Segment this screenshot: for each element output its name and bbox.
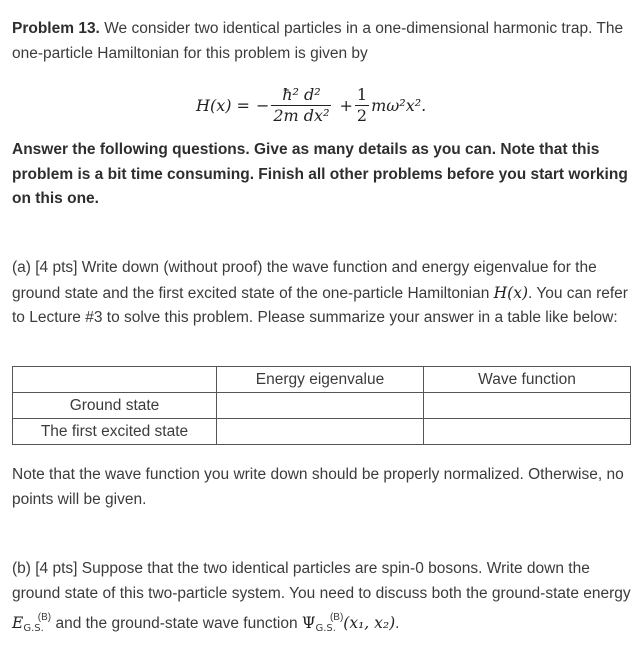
table-cell-empty bbox=[424, 393, 631, 419]
part-b-end: . bbox=[395, 615, 400, 632]
part-b-text-2: and the ground-state wave function bbox=[51, 615, 302, 632]
part-a-text: (a) [4 pts] Write down (without proof) the wave function and energy eigenvalue for the ground state and the first excited state of the one-particle Hamiltonian bbox=[12, 259, 597, 302]
table-cell-empty bbox=[217, 393, 424, 419]
hamiltonian-equation bbox=[196, 80, 426, 130]
psi-subscript: G.S. bbox=[315, 623, 336, 634]
kinetic-numerator: ħ² d² bbox=[282, 84, 321, 104]
table-row bbox=[13, 419, 631, 445]
problem-intro-text: We consider two identical particles in a one-dimensional harmonic trap. The one-particle Hamiltonian for this problem is given by bbox=[12, 20, 624, 62]
answer-table bbox=[12, 366, 631, 445]
psi-symbol: Ψ bbox=[301, 614, 316, 632]
half-numerator: 1 bbox=[356, 84, 368, 104]
part-b-text-1: (b) [4 pts] Suppose that the two identical particles are spin-0 bosons. Write down the ground state of this two-particle system. You need to discuss both the ground-state energy bbox=[12, 560, 631, 602]
potential-term: mω²x². bbox=[371, 95, 427, 115]
part-a-text-after: . You can refer to Lecture #3 to solve this problem. Please summarize your answer in a table like below: bbox=[12, 284, 628, 326]
table-row bbox=[13, 393, 631, 419]
psi-superscript: (B) bbox=[329, 612, 344, 623]
row-label-first-excited: The first excited state bbox=[13, 419, 217, 445]
table-header-wavefunction: Wave function bbox=[424, 367, 631, 393]
equation-minus: − bbox=[255, 95, 270, 115]
normalization-note: Note that the wave function you write down should be properly normalized. Otherwise, no points will be given. bbox=[12, 466, 624, 508]
energy-superscript: (B) bbox=[37, 612, 52, 623]
half-fraction bbox=[355, 85, 369, 126]
equation-lhs: H(x) = bbox=[196, 95, 250, 115]
problem-intro bbox=[12, 17, 634, 66]
kinetic-denominator: 2m dx² bbox=[273, 105, 330, 125]
table-header-row bbox=[13, 367, 631, 393]
table-header-empty bbox=[13, 367, 217, 393]
instructions: Answer the following questions. Give as many details as you can. Note that this problem is a bit time consuming. Finish all other problems before you start working on this one. bbox=[12, 141, 628, 207]
energy-subscript: G.S. bbox=[23, 623, 44, 634]
problem-title: Problem 13. bbox=[12, 20, 100, 37]
part-a-math: H(x) bbox=[493, 283, 528, 302]
part-b bbox=[12, 557, 634, 642]
equation-plus: + bbox=[339, 95, 353, 115]
table-header-energy: Energy eigenvalue bbox=[217, 367, 424, 393]
energy-symbol: E bbox=[12, 614, 24, 632]
part-a bbox=[12, 256, 634, 331]
psi-arguments: (x₁, x₂) bbox=[343, 614, 396, 632]
half-denominator: 2 bbox=[356, 105, 368, 125]
table-cell-empty bbox=[217, 419, 424, 445]
kinetic-fraction bbox=[271, 85, 331, 126]
row-label-ground-state: Ground state bbox=[13, 393, 217, 419]
table-cell-empty bbox=[424, 419, 631, 445]
